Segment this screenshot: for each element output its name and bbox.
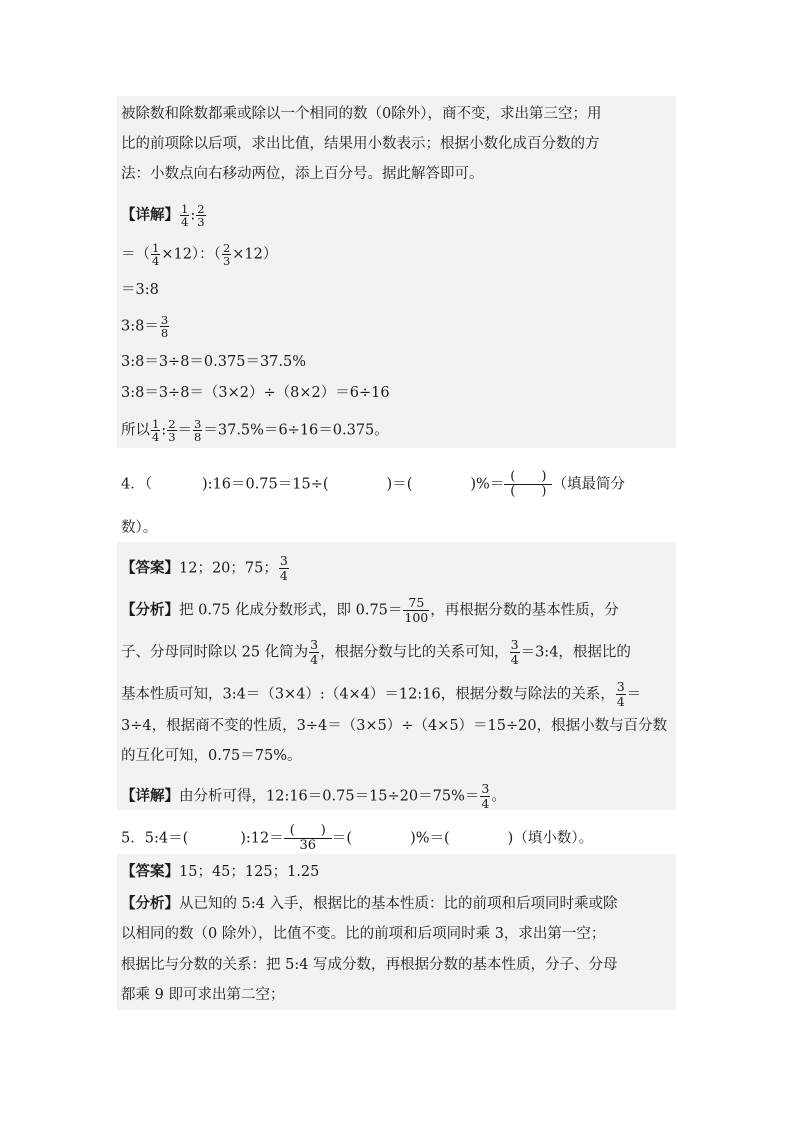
blank-fraction: $\frac{( )}{36}$ (284, 824, 332, 853)
answer-label: 【答案】 (121, 863, 179, 880)
question-5: 5．5:4＝( ):12＝ $\frac{( )}{36}$ ＝( )%＝( )（填小数）。 (121, 823, 594, 853)
analysis-label: 【分析】 (121, 895, 179, 912)
analysis-line: 根据比与分数的关系：把 5:4 写成分数，再根据分数的基本性质，分子、分母 (121, 957, 618, 973)
question-4: 4．（ ):16＝0.75＝15÷( )＝( )%＝ $\frac{( )}{( )}$ （填最简分 (121, 469, 625, 499)
analysis-line: 比的前项除以后项，求出比值，结果用小数表示；根据小数化成百分数的方 (121, 136, 600, 152)
fraction: $\frac{3}{4}$ (279, 553, 288, 583)
analysis-line: 3÷4，根据商不变的性质，3÷4＝（3×5）÷（4×5）＝15÷20，根据小数与百分数 (121, 718, 668, 734)
fraction: $\frac{3}{4}$ (481, 781, 490, 811)
detail-label: 【详解】 (121, 787, 179, 805)
equation-line: ＝3:8 (121, 282, 159, 298)
fraction: $\frac{75}{100}$ (404, 595, 429, 625)
fraction: $\frac{1}{4}$ (152, 241, 160, 268)
analysis-line: 的互化可知，0.75＝75%。 (121, 748, 302, 764)
analysis-label: 【分析】 (121, 601, 179, 619)
answer-line: 【答案】15；45；125；1.25 (121, 863, 320, 880)
fraction: $\frac{2}{3}$ (222, 241, 231, 268)
fraction: $\frac{2}{3}$ (197, 202, 205, 229)
fraction: $\frac{2}{3}$ (168, 417, 176, 444)
analysis-line: 基本性质可知，3:4＝（3×4）:（4×4）＝12:16，根据分数与除法的关系， $\frac{3}{4}$ ＝ (121, 679, 642, 709)
analysis-line: 子、分母同时除以 25 化简为 $\frac{3}{4}$ ，根据分数与比的关系可知， $\frac{3}{4}$ ＝3:4，根据比的 (121, 637, 631, 667)
fraction: $\frac{3}{4}$ (310, 637, 319, 667)
question-4-continued: 数）。 (121, 520, 158, 536)
answer-label: 【答案】 (121, 559, 179, 577)
detail-line: 【详解】由分析可得，12:16＝0.75＝15÷20＝75%＝ $\frac{3}{4}$ 。 (121, 781, 506, 811)
equation-line: ＝（ $\frac{1}{4}$ ×12）：（ $\frac{2}{3}$ ×12） (121, 241, 278, 268)
fraction: $\frac{3}{8}$ (160, 313, 169, 340)
fraction: $\frac{1}{4}$ (181, 202, 189, 229)
fraction: $\frac{3}{4}$ (616, 679, 625, 709)
analysis-line: 【分析】从已知的 5:4 入手，根据比的基本性质：比的前项和后项同时乘或除 (121, 895, 618, 912)
detail-label: 【详解】 (121, 206, 179, 224)
equation-line: 3:8＝3÷8＝0.375＝37.5% (121, 354, 307, 370)
analysis-line: 法：小数点向右移动两位，添上百分号。据此解答即可。 (121, 166, 484, 182)
analysis-line: 【分析】把 0.75 化成分数形式，即 0.75＝ $\frac{75}{100}$ ，再根据分数的基本性质，分 (121, 595, 619, 625)
analysis-line: 被除数和除数都乘或除以一个相同的数（0除外），商不变，求出第三空；用 (121, 106, 602, 122)
equation-line: 所以 $\frac{1}{4}$ : $\frac{2}{3}$ ＝ $\frac{3}{8}$ ＝37.5%＝6÷16＝0.375。 (121, 417, 389, 444)
answer-line: 【答案】12；20；75； $\frac{3}{4}$ (121, 553, 288, 583)
fraction: $\frac{1}{4}$ (152, 417, 160, 444)
fraction: $\frac{3}{8}$ (194, 417, 202, 444)
equation-line: 3:8＝3÷8＝（3×2）÷（8×2）＝6÷16 (121, 385, 390, 401)
analysis-line: 都乘 9 即可求出第二空； (121, 987, 285, 1003)
fraction: $\frac{3}{4}$ (510, 637, 519, 667)
blank-fraction: $\frac{( )}{( )}$ (504, 470, 552, 499)
detail-line: 【详解】 $\frac{1}{4}$ : $\frac{2}{3}$ (121, 202, 205, 229)
equation-line: 3:8＝ $\frac{3}{8}$ (121, 313, 169, 340)
analysis-line: 以相同的数（0 除外），比值不变。比的前项和后项同时乘 3，求出第一空； (121, 926, 606, 942)
